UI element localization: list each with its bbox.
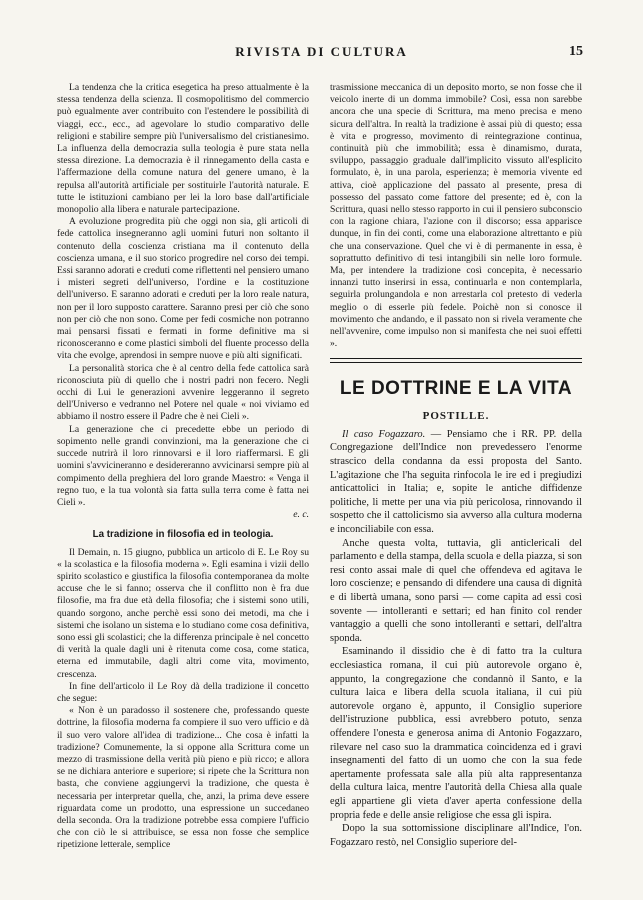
continued-quote	[330, 82, 582, 350]
paragraph: A evoluzione progredita più che oggi non sia, gli articoli di fede cattolica insegneranno agli uomini futuri non soltanto il contenuto della coscienza cristiana ma il contenuto della coscienza umana, e il suo storico progredire nel corso dei tempi. Essi saranno adorati e creduti come riflettenti nel pensiero umano i misteri segreti dell'universo, l'ordine e la costituzione dell'universo. E saranno adorati e creduti per la loro reale natura, non per il loro supposto carattere. Saranno presi per ciò che sono non per ciò che non sono. Come per fedi cosmiche non potranno mai pensarsi fissati e fermati in forme definitive ma si riconosceranno e come plastici simboli del fluente processo della vita che evolge, aprendosi in sempre nuove e più alti significati.	[57, 216, 309, 362]
running-header	[60, 44, 583, 62]
postille-title: POSTILLE.	[422, 409, 490, 422]
paragraph: Il Demain, n. 15 giugno, pubblica un articolo di E. Le Roy su « la scolastica e la filosofia moderna ». Egli esamina i vizii dello spirito scolastico e giustifica la filosofia contemporanea da molte accuse che le si fanno; osserva che il conflitto non è fra due filosofie, ma fra due età della filosofia; che i sistemi sono utili, quando sorgono, anche perchè essi sono dei metodi, ma che i sistemi che isolano un sistema e lo studiano come cosa definitiva, sono essi gli scolastici; che la differenza principale è nel concetto di verità la quale dagli uni è ritenuta come cosa, come statica, eterna ed immutabile, dagli altri come vita, movimento, crescenza.	[57, 546, 309, 680]
subsection-title: La tradizione in filosofia ed in teologia.	[92, 529, 274, 541]
left-column	[57, 82, 309, 852]
paragraph: La personalità storica che è al centro della fede cattolica sarà riconosciuta più di quello che i nostri padri non fecero. Negli occhi di Lui le generazioni avvenire leggeranno il segreto dell'Universo e vedranno nel Potere nel quale « noi viviamo ed abbiamo il nostro essere il Padre che è nei Cieli ».	[57, 362, 309, 423]
paragraph: Esaminando il dissidio che è di fatto tra la cultura ecclesiastica romana, il cui più autorevole organo è, appunto, la congregazione che condannò il Santo, e la cultura laica e libera della scuola italiana, il cui più autorevole organo è, appunto, il Consiglio superiore dell'istruzione pubblica, essi avrebbero potuto, senza offendere l'onesta e generosa anima di Antonio Fogazzaro, rilevare nel caso suo la drammatica coincidenza ed i gravi insegnamenti del fatto di un uomo che con la sua fede apertamente professata sale alla più alta rappresentanza della cultura laica, mentre l'autorità della Chiesa alla quale egli appartiene gli vieta d'aver aperta confessione della propria fede e delle ansie religiose che essa gli ispira.	[330, 646, 582, 821]
paragraph: « Non è un paradosso il sostenere che, professando queste dottrine, la filosofia moderna fa compiere il suo vero ufficio e dà il suo vero valore all'idea di tradizione... Che cosa è infatti la tradizione? Comunemente, la si oppone alla Scrittura come un mezzo di trasmissione della verità più pieno e più ricco; e allora se ne dichiara anteriore e superiore; si ripete che la Scrittura non basta, che conviene aggiungervi la tradizione, che questa è necessaria per interpretar quella, che, anzi, la prima deve essere riguardata come un prodotto, una espressione un succedaneo della seconda. Ora la tradizione potrebbe essa compiere l'ufficio che con ciò le si attribuisce, se essa non fosse che semplice ripetizione letterale, semplice	[57, 705, 309, 851]
paragraph: La tendenza che la critica esegetica ha preso attualmente è la stessa tendenza della scienza. Il cosmopolitismo del commercio può egualmente aver contribuito con l'estendere le possibilità di viaggi, ecc., ecc., ad agevolare lo studio comparativo delle religioni e stabilire sempre più l'universalismo del cristianesimo. La influenza della democrazia sulla teologia è pure stata nella stessa direzione. La democrazia è il rinnegamento della casta e l'affermazione della comune natura del genere umano, è la repulsa all'autorità artificiale per sostituirle l'autorità naturale. E tutte le istituzioni cambiano per lei la loro base dall'artificiale monopolio alla libera e naturale partecipazione.	[57, 82, 309, 216]
journal-title: RIVISTA DI CULTURA	[235, 44, 408, 59]
paragraph	[330, 428, 582, 537]
section-rule	[330, 358, 582, 359]
section-rule-thin	[330, 362, 582, 363]
section-title: LE DOTTRINE E LA VITA	[339, 378, 573, 400]
paragraph-body: — Pensiamo che i RR. PP. della Congregazione dell'Indice non prevedessero l'enorme strascico della condanna da essi proposta del Santo. L'agitazione che l'ha seguita rinfocola le ire ed i pregiudizi anticattolici in Italia; e, sopite le antiche diffidenze politiche, li mette per una via più pericolosa, rinnovando il sospetto che il cattolicismo sia avverso alla cultura moderna e inconciliabile con essa.	[330, 428, 582, 536]
signature: e. c.	[293, 509, 309, 521]
right-column	[330, 82, 582, 849]
postille-lead: Il caso Fogazzaro.	[342, 428, 426, 440]
paragraph: La generazione che ci precedette ebbe un periodo di sopimento nelle grandi convinzioni, ma la generazione che ci succede nutrirà il loro rinnovarsi e il loro riaffermarsi. E gli uomini s'avvicineranno e desidereranno avvicinarsi sempre più al compimento della preghiera del loro grande Maestro: « Venga il regno tuo, e la tua volontà sia fatta sulla terra come è fatta nei Cieli ».	[57, 423, 309, 508]
paragraph: Dopo la sua sottomissione disciplinare all'Indice, l'on. Fogazzaro restò, nel Consiglio superiore del-	[330, 823, 582, 848]
paragraph: Anche questa volta, tuttavia, gli anticlericali del parlamento e della stampa, della scuola e della piazza, si son resi conto assai male di quel che offendeva ed agitava le loro coscienze; e pensando di difendere una causa di dignità e di libertà umana, sono parsi — come capita ad essi così sovente — intolleranti e settari; ed han finito col render vantaggio a quelli che sono intolleranti e settari, dell'altra sponda.	[330, 537, 582, 644]
paragraph: trasmissione meccanica di un deposito morto, se non fosse che il veicolo inerte di un domma immobile? Così, essa non sarebbe ancora che una specie di Scrittura, ma meno precisa e meno sicura dell'altra. In realtà la tradizione è assai più di questo; essa è vita e progresso, movimento di reintegrazione continua, continuità più che immobilità; essa è dinamismo, durata, sviluppo, passaggio graduale dall'implicito vissuto all'esplicito formulato, è, in una parola, esperienza; è memoria vivente ed attiva, cioè applicazione del passato al presente, presa di possesso del passato come fattore del presente; ed è, con la Scrittura, quasi nello stesso rapporto in cui il pensiero subconscio con la ragione chiara, l'azione con il discorso; essa apparisce dunque, in fin dei conti, come una elaborazione altrettanto e più che una conservazione. Quel che vi è di permanente in essa, è soprattutto definitivo di tesi intangibili sin nelle loro formule. Ma, per intendere la tradizione così concepita, è necessario innanzi tutto inserirsi in essa, continuarla e non contemplarla, seguirla prolungandola e non arrestarla col pretesto di vederla meglio o di esserle più fedele. Poichè non si conosce il movimento che andando, e il passato non si rivela veramente che nell'avvenire, come impulso non si manifesta che nei suoi effetti ».	[330, 82, 582, 350]
page-number: 15	[569, 44, 583, 59]
paragraph: In fine dell'articolo il Le Roy dà della tradizione il concetto che segue:	[57, 680, 309, 704]
